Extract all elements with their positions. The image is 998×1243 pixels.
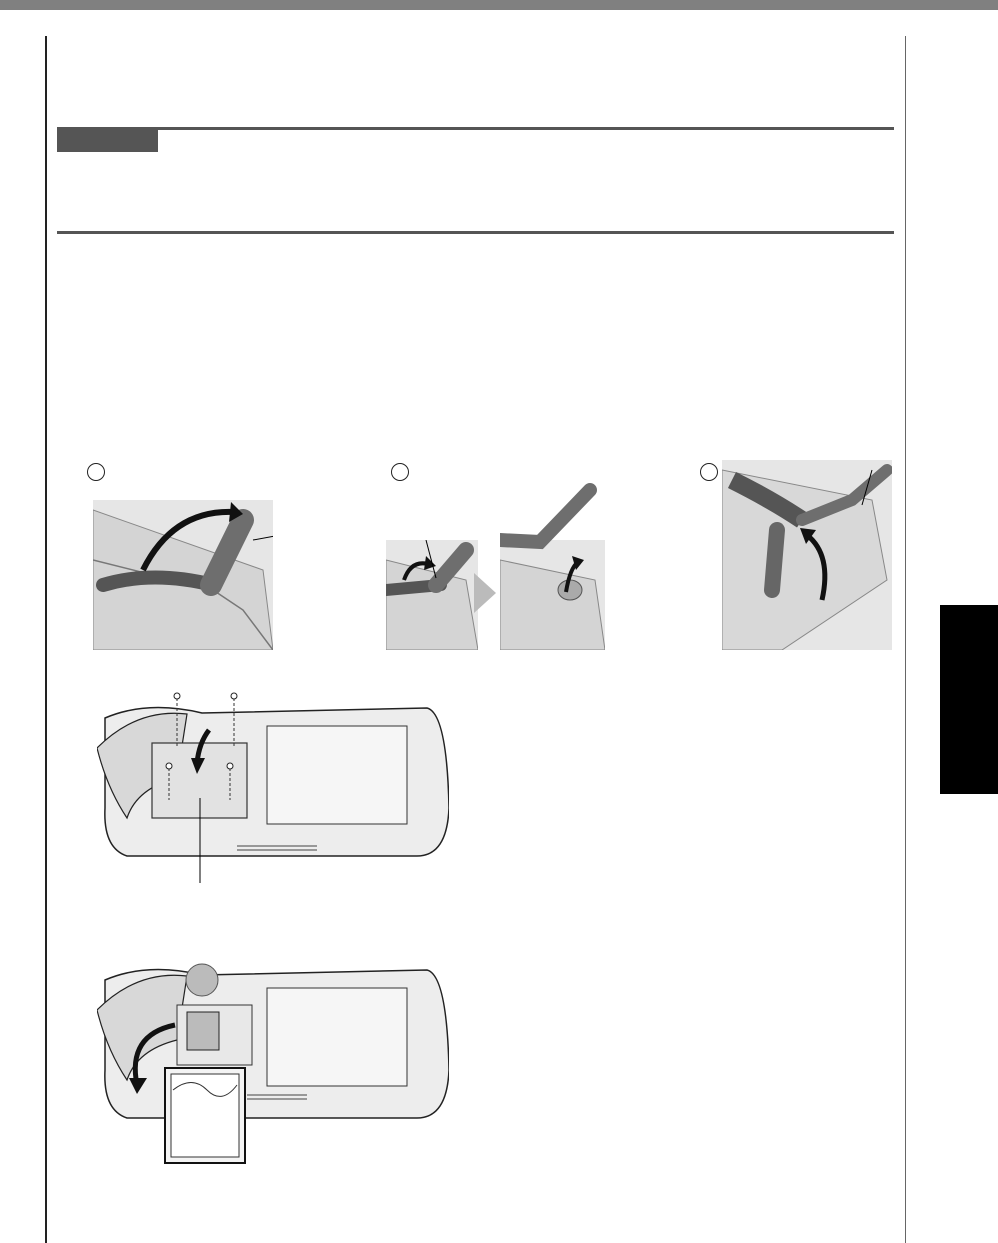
step-circle-3 [700, 463, 718, 481]
figure-strap-step-1 [93, 500, 273, 650]
figure-strap-step-2a [386, 540, 478, 650]
page-header-bar [0, 0, 998, 10]
chapter-side-tab [940, 605, 998, 794]
caution-label-tab [57, 128, 158, 152]
caution-bottom-rule [57, 231, 894, 234]
figure-strap-step-2b [500, 480, 605, 650]
figure-remove-cover [97, 688, 449, 883]
figure-remove-module [97, 950, 449, 1165]
step-circle-1 [87, 463, 105, 481]
figure-strap-step-3 [722, 460, 892, 650]
right-margin-rule [905, 36, 906, 1243]
step-circle-2 [391, 463, 409, 481]
left-margin-rule [45, 36, 47, 1243]
arrow-right-icon [474, 573, 496, 613]
caution-top-rule [57, 127, 894, 130]
